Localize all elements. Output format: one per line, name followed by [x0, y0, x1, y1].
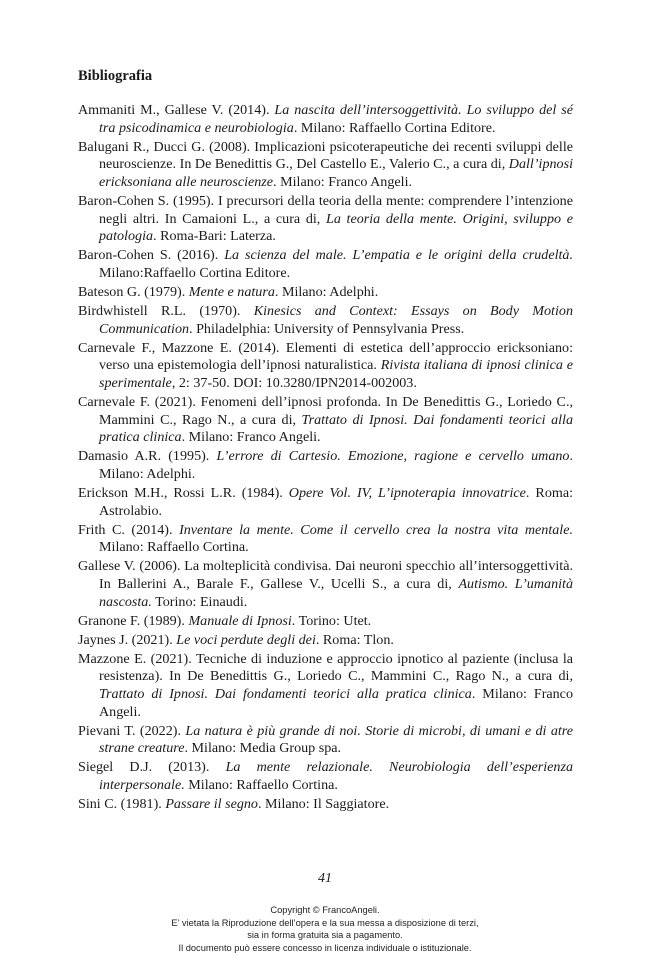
bibliography-entry: Carnevale F., Mazzone E. (2014). Elementi di estetica dell’approccio ericksoniano: verso una epistemologia dell’ipnosi naturalistica. Rivista italiana di ipnosi clinica e sperimentale, 2: 37-50. DOI: 10.3280/IPN2014-002003.: [78, 339, 573, 391]
page-number: 41: [318, 871, 332, 886]
work-title: Trattato di Ipnosi. Dai fondamenti teorici alla pratica clinica: [99, 686, 472, 702]
work-title: Le voci perdute degli dei: [176, 631, 316, 648]
work-title: Mente e natura: [188, 283, 275, 300]
bibliography-entry: Siegel D.J. (2013). La mente relazionale. Neurobiologia dell’esperienza interpersonale. Milano: Raffaello Cortina.: [78, 759, 574, 793]
work-title: La mente relazionale. Neurobiologia dell’esperienza interpersonale.: [99, 759, 574, 793]
bibliography-entry: Pievani T. (2022). La natura è più grande di noi. Storie di microbi, di umani e di atre strane creature. Milano: Media Group spa.: [78, 722, 574, 757]
bibliography-entry: Jaynes J. (2021). Le voci perdute degli dei. Roma: Tlon.: [78, 631, 394, 648]
bibliography-entry: Frith C. (2014). Inventare la mente. Come il cervello crea la nostra vita mentale. Milano: Raffaello Cortina.: [78, 521, 573, 556]
bibliography-entry: Ammaniti M., Gallese V. (2014). La nascita dell’intersoggettività. Lo sviluppo del sé tra psicodinamica e neurobiologia. Milano: Raffaello Cortina Editore.: [78, 102, 573, 136]
work-title: Manuale di Ipnosi: [188, 612, 292, 629]
bibliography-entry: Carnevale F. (2021). Fenomeni dell’ipnosi profonda. In De Benedittis G., Loriedo C., Mammini C., Rago N., a cura di, Trattato di Ipnosi. Dai fondamenti teorici alla pratica clinica. Milano: Franco Angeli.: [78, 394, 573, 446]
footer-line: Il documento può essere concesso in licenza individuale o istituzionale.: [178, 942, 472, 953]
work-title: Passare il segno: [165, 796, 258, 813]
work-title: Opere Vol. IV, L’ipnoterapia innovatrice: [288, 484, 526, 501]
work-title: La natura è più grande di noi. Storie di microbi, di umani e di atre strane creature: [99, 722, 574, 757]
bibliography-entry: Balugani R., Ducci G. (2008). Implicazioni psicoterapeutiche dei recenti sviluppi delle neuroscienze. In De Benedittis G., Del Castello E., Valerio C., a cura di, Dall’ipnosi ericksoniana alle neuroscienze. Milano: Franco Angeli.: [78, 138, 573, 190]
bibliography-entry: Baron-Cohen S. (1995). I precursori della teoria della mente: comprendere l’intenzione negli altri. In Camaioni L., a cura di, La teoria della mente. Origini, sviluppo e patologia. Roma-Bari: Laterza.: [78, 192, 573, 245]
footer-line: sia in forma gratuita sia a pagamento.: [247, 930, 403, 940]
work-title: L’errore di Cartesio. Emozione, ragione e cervello umano: [216, 448, 570, 465]
bibliography-entry: Mazzone E. (2021). Tecniche di induzione e approccio ipnotico al paziente (inclusa la resistenza). In De Benedittis G., Loriedo C., Mammini C., Rago N., a cura di, Trattato di Ipnosi. Dai fondamenti teorici alla pratica clinica. Milano: Franco Angeli.: [78, 650, 573, 720]
work-title: La nascita dell’intersoggettività. Lo sviluppo del sé tra psicodinamica e neurobiologia: [99, 102, 573, 136]
work-title: Kinesics and Context: Essays on Body Motion Communication: [99, 303, 573, 337]
section-heading: Bibliografia: [78, 68, 153, 84]
work-title: Rivista italiana di ipnosi clinica e sperimentale: [99, 357, 573, 391]
bibliography-entry: Granone F. (1989). Manuale di Ipnosi. Torino: Utet.: [78, 612, 372, 629]
work-title: Inventare la mente. Come il cervello crea la nostra vita mentale.: [179, 521, 573, 538]
bibliography-entry: Bateson G. (1979). Mente e natura. Milano: Adelphi.: [78, 283, 379, 300]
work-title: La teoria della mente. Origini, sviluppo e patologia: [99, 210, 573, 245]
bibliography-entry: Damasio A.R. (1995). L’errore di Cartesio. Emozione, ragione e cervello umano. Milano: Adelphi.: [78, 448, 573, 482]
copyright-footer: [0, 904, 650, 954]
work-title: La scienza del male. L’empatia e le origini della crudeltà.: [224, 247, 574, 264]
footer-line: Copyright © FrancoAngeli.: [270, 905, 380, 915]
bibliography-entry: Baron-Cohen S. (2016). La scienza del male. L’empatia e le origini della crudeltà. Milano:Raffaello Cortina Editore.: [78, 247, 574, 281]
bibliography-list: [78, 102, 573, 815]
work-title: Trattato di Ipnosi. Dai fondamenti teorici alla pratica clinica: [99, 411, 573, 446]
work-title: Dall’ipnosi ericksoniana alle neuroscienze: [99, 156, 573, 190]
bibliography-entry: Birdwhistell R.L. (1970). Kinesics and Context: Essays on Body Motion Communication. Philadelphia: University of Pennsylvania Press.: [78, 303, 573, 337]
bibliography-entry: Erickson M.H., Rossi L.R. (1984). Opere Vol. IV, L’ipnoterapia innovatrice. Roma: Astrolabio.: [78, 484, 574, 519]
work-title: Autismo. L’umanità nascosta.: [99, 575, 574, 610]
bibliography-entry: Sini C. (1981). Passare il segno. Milano: Il Saggiatore.: [78, 796, 390, 813]
footer-line: E’ vietata la Riproduzione dell’opera e la sua messa a disposizione di terzi,: [171, 917, 479, 928]
bibliography-entry: Gallese V. (2006). La molteplicità condivisa. Dai neuroni specchio all’intersoggettività. In Ballerini A., Barale F., Gallese V., Ucelli S., a cura di, Autismo. L’umanità nascosta. Torino: Einaudi.: [78, 558, 574, 610]
